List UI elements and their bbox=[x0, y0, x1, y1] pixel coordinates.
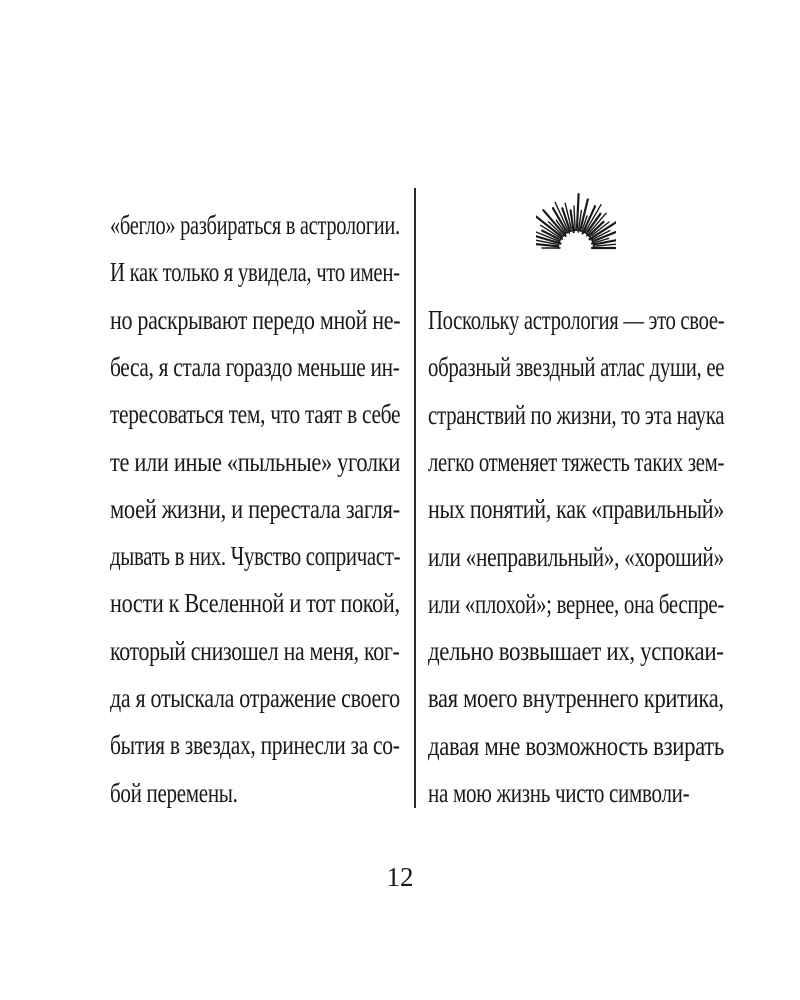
left-text-line: но раскрывают передо мной не- bbox=[110, 304, 401, 335]
right-text-line: ных понятий, как «правильный» bbox=[428, 494, 724, 525]
left-text-line: те или иные «пыльные» уголки bbox=[110, 446, 401, 477]
left-text-line: тересоваться тем, что таят в себе bbox=[110, 399, 401, 430]
right-text-line: вая моего внутреннего критика, bbox=[428, 683, 724, 714]
right-text-line: странствий по жизни, то эта наука bbox=[428, 399, 725, 430]
right-text-line: Поскольку астрология — это свое- bbox=[428, 305, 725, 335]
sunburst-ornament-icon bbox=[536, 186, 616, 252]
left-text-line: бытия в звездах, принесли за со- bbox=[110, 730, 400, 761]
right-text-line: на мою жизнь чисто символи- bbox=[428, 778, 690, 808]
column-divider bbox=[414, 188, 416, 808]
right-text-line: легко отменяет тяжесть таких зем- bbox=[428, 446, 725, 477]
right-text-line: дельно возвышает их, успокаи- bbox=[428, 636, 724, 667]
left-text-line: ности к Вселенной и тот покой, bbox=[110, 588, 400, 619]
right-text-line: или «неправильный», «хороший» bbox=[428, 541, 724, 572]
left-text-line: да я отыскала отражение своего bbox=[110, 683, 400, 713]
left-text-line: дывать в них. Чувство сопричаст- bbox=[110, 541, 401, 572]
right-text-line: образный звездный атлас души, ее bbox=[428, 352, 725, 383]
left-text-line: бой перемены. bbox=[110, 777, 238, 808]
left-text-line: «бегло» разбираться в астрологии. bbox=[110, 210, 400, 240]
left-text-line: беса, я стала гораздо меньше ин- bbox=[110, 351, 400, 382]
right-text-line: давая мне возможность взирать bbox=[428, 730, 724, 761]
left-text-line: который снизошел на меня, ког- bbox=[110, 635, 400, 666]
right-text-line: или «плохой»; вернее, она беспре- bbox=[428, 588, 725, 619]
left-text-line: И как только я увидела, что имен- bbox=[110, 257, 400, 288]
left-text-line: моей жизни, и перестала загля- bbox=[110, 493, 400, 524]
page-number: 12 bbox=[386, 862, 414, 892]
